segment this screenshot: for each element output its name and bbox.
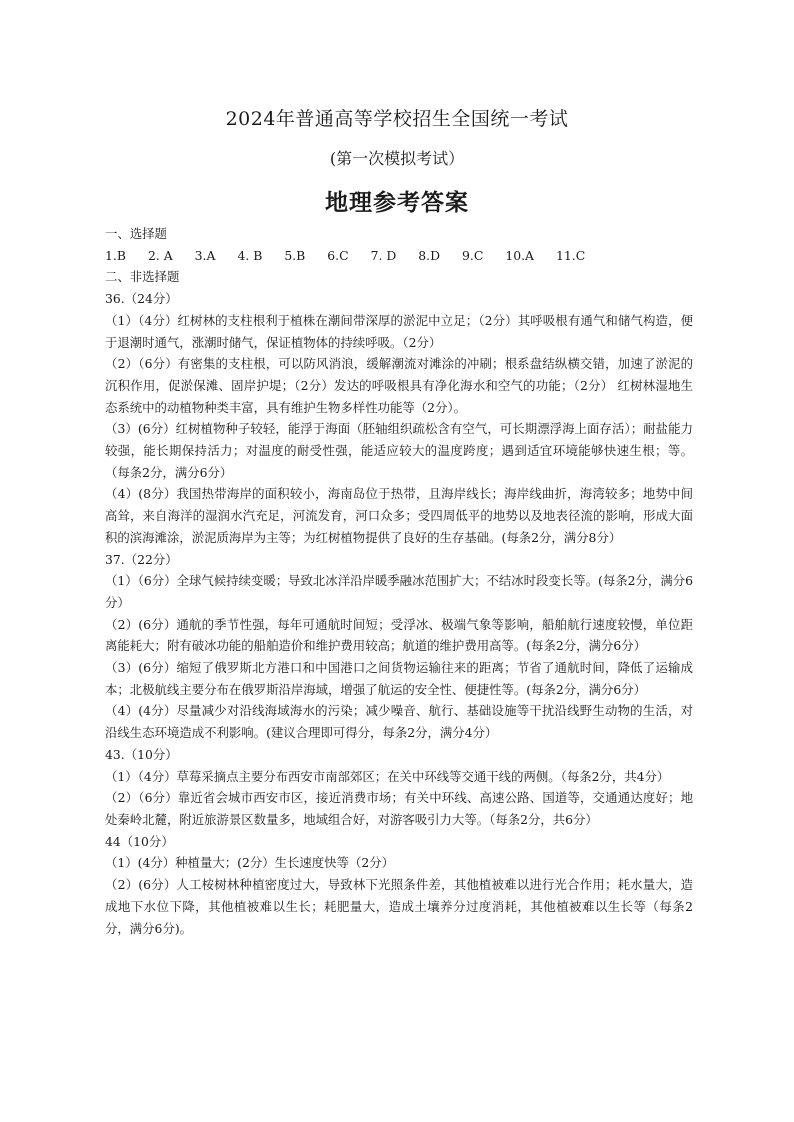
question-36-answer-1: （1）（4分）红树林的支柱根利于植株在潮间带深厚的淤泥中立足；（2分）其呼吸根有通气和储气构造，便于退潮时通气，涨潮时储气，保证植物体的持续呼吸。（2分）: [105, 312, 693, 350]
section-heading-choice: 一、选择题: [105, 226, 167, 241]
question-44-answer-2: （2）(6分）人工桉树林种植密度过大，导致林下光照条件差，其他植被难以进行光合作用；耗水量大，造成地下水位下降，其他植被难以生长；耗肥量大，造成土壤养分过度消耗，其他植被难以生长等（每条2分，满分6分)。: [105, 877, 693, 936]
question-37-answer-3: （3）(6分）缩短了俄罗斯北方港口和中国港口之间货物运输往来的距离；节省了通航时间，降低了运输成本；北极航线主要分布在俄罗斯沿岸海域，增强了航运的安全性、便捷性等。(每条2分，满分6分）: [105, 660, 693, 697]
choice-answer: 2. A: [147, 247, 173, 263]
exam-subtitle: (第一次模拟考试）: [329, 149, 465, 168]
choice-answer: 8.D: [418, 247, 441, 263]
choice-answer: 3.A: [194, 247, 216, 263]
choice-answer: 10.A: [505, 247, 534, 263]
question-37-answer-2: （2）(6分）通航的季节性强，每年可通航时间短；受浮冰、极端气象等影响，船舶航行速度较慢，单位距离能耗大；附有破冰功能的船舶造价和维护费用较高；航道的维护费用高等。(每条2分，满分6分）: [105, 616, 693, 654]
question-37-answer-1: （1）（6分）全球气候持续变暖；导致北冰洋沿岸暖季融冰范围扩大；不结冰时段变长等。(每条2分，满分6分）: [105, 573, 693, 610]
question-36-heading: 36.（24分）: [105, 291, 178, 307]
choice-answer: 11.C: [556, 247, 586, 263]
question-43-answer-2: （2）（6分）靠近省会城市西安市区，接近消费市场；有关中环线、高速公路、国道等，交通通达度好；地处秦岭北麓，附近旅游景区数量多，地域组合好，对游客吸引力大等。（每条2分，共6分）: [105, 790, 693, 827]
choice-answer: 4. B: [237, 247, 263, 263]
choice-answers: [105, 245, 693, 267]
choice-answer: 7. D: [370, 247, 397, 263]
question-44-answer-1: （1）(4分）种植量大；(2分）生长速度快等（2分）: [105, 855, 395, 871]
choice-answer: 5.B: [284, 247, 306, 263]
question-44-heading: 44（10分）: [105, 833, 174, 849]
answer-content: [105, 223, 693, 939]
question-36-answer-4: （4）(8分）我国热带海岸的面积较小，海南岛位于热带，且海岸线长；海岸线曲折，海湾较多；地势中间高耸，来自海洋的湿润水汽充足，河流发育，河口众多；受四周低平的地势以及地表径流的影响，形成大面积的滨海滩涂，淤泥质海岸为主等；为红树植物提供了良好的生存基础。(每条2分，满分8分）: [105, 486, 693, 545]
question-37-answer-4: （4）(4分）尽量减少对沿线海域海水的污染；减少噪音、航行、基础设施等干扰沿线野生动物的生活，对沿线生态环境造成不利影响。(建议合理即可得分，每条2分，满分4分）: [105, 703, 693, 741]
exam-title: 2024年普通高等学校招生全国统一考试: [225, 108, 569, 130]
choice-answer: 1.B: [105, 247, 126, 263]
question-43-answer-1: （1）（4分）草莓采摘点主要分布西安市南部郊区；在关中环线等交通干线的两侧。（每条2分，共4分）: [105, 768, 670, 784]
choice-answer: 9.C: [462, 247, 484, 263]
question-37-heading: 37.（22分）: [105, 551, 178, 567]
choice-answer: 6.C: [327, 247, 349, 263]
section-heading-nonchoice: 二、非选择题: [105, 269, 180, 285]
subject-title: 地理参考答案: [325, 189, 469, 216]
question-36-answer-2: （2）（6分）有密集的支柱根，可以防风消浪，缓解潮流对滩涂的冲刷；根系盘结纵横交错，加速了淤泥的沉积作用，促淤保滩、固岸护堤；（2分）发达的呼吸根具有净化海水和空气的功能；（2分） 红树林湿地生态系统中的动植物种类丰富，具有维护生物多样性功能等（2分）。: [105, 356, 693, 415]
question-43-heading: 43.（10分）: [105, 746, 178, 762]
question-36-answer-3: （3）(6分）红树植物种子较轻，能浮于海面（胚轴组织疏松含有空气，可长期漂浮海上面存活）；耐盐能力较强，能长期保持活力；对温度的耐受性强，能适应较大的温度跨度；遇到适宜环境能够快速生根；等。（每条2分，满分6分）: [105, 421, 693, 480]
